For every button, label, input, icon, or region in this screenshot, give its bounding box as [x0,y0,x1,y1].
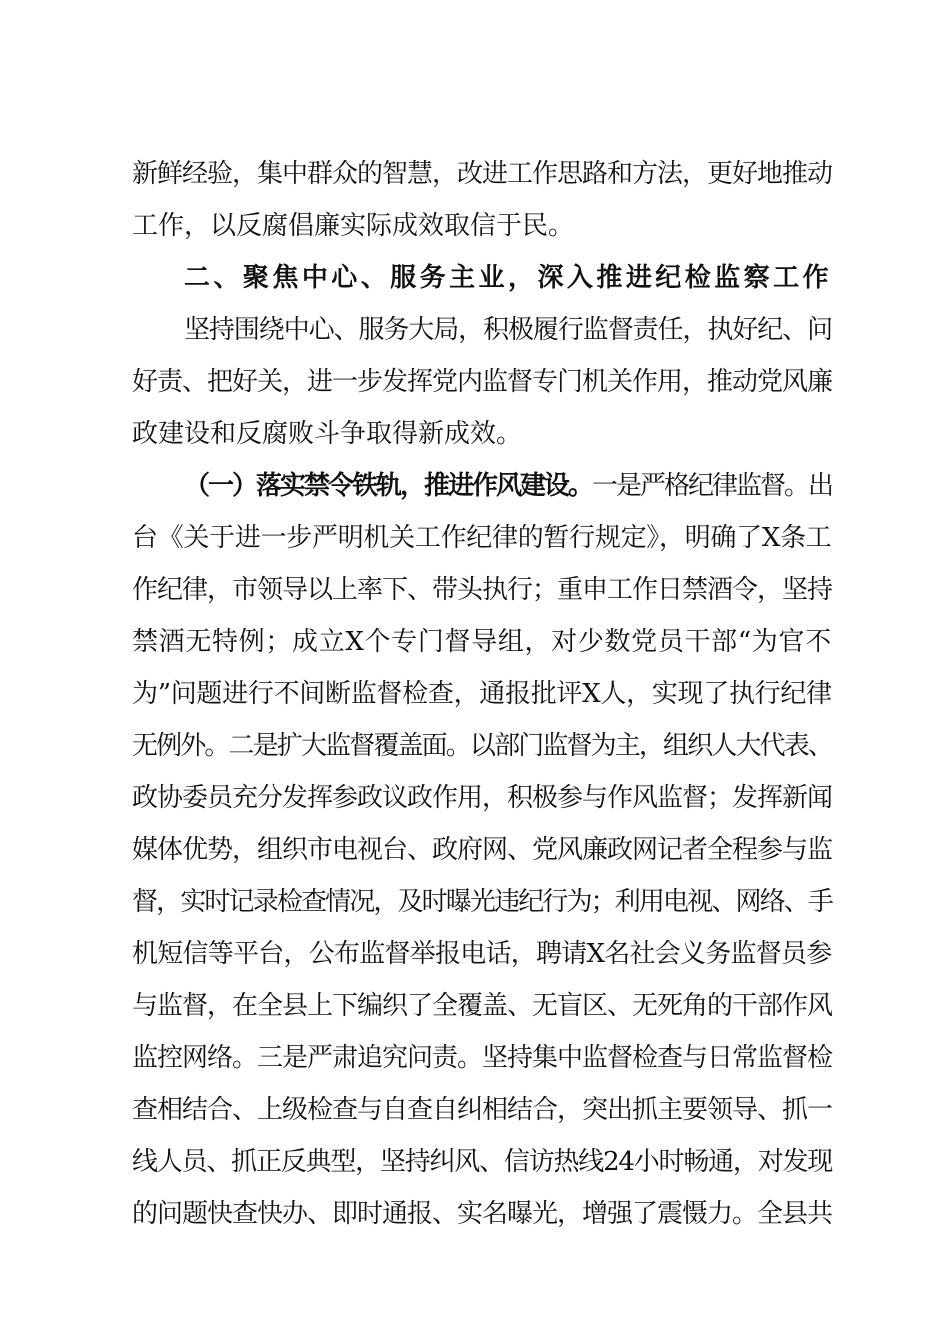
text-line: 台《关于进一步严明机关工作纪律的暂行规定》，明确了X条工 [132,523,832,553]
text-line [132,460,832,512]
text-run: 一是严格纪律监督。出 [592,471,833,501]
text-line: 好责、把好关，进一步发挥党内监督专门机关作用，推动党风廉 [132,367,833,397]
text-line: 线人员、抓正反典型，坚持纠风、信访热线24小时畅通，对发现 [132,1147,833,1177]
text-line: 的问题快查快办、即时通报、实名曝光，增强了震慑力。全县共 [132,1199,833,1229]
text-line: 督，实时记录检查情况，及时曝光违纪行为；利用电视、网络、手 [132,887,833,917]
text-line: 媒体优势，组织市电视台、政府网、党风廉政网记者全程参与监 [132,835,833,865]
text-line: 政建设和反腐败斗争取得新成效。 [132,419,523,449]
text-line: 作纪律，市领导以上率下、带头执行；重申工作日禁酒令，坚持 [132,575,833,605]
text-line: 查相结合、上级检查与自查自纠相结合，突出抓主要领导、抓一 [132,1095,833,1125]
text-line: 与监督，在全县上下编织了全覆盖、无盲区、无死角的干部作风 [132,991,833,1021]
text-line: 无例外。二是扩大监督覆盖面。以部门监督为主，组织人大代表、 [132,731,833,761]
text-line: 坚持围绕中心、服务大局，积极履行监督责任，执好纪、问 [184,315,832,345]
section-heading: 二、聚焦中心、服务主业，深入推进纪检监察工作 [184,263,833,293]
text-line: 监控网络。三是严肃追究问责。坚持集中监督检查与日常监督检 [132,1043,833,1073]
text-line: 机短信等平台，公布监督举报电话，聘请X名社会义务监督员参 [132,939,832,969]
text-line: 禁酒无特例；成立X个专门督导组，对少数党员干部“为官不 [132,627,832,657]
document-body [132,148,832,1240]
text-line: 新鲜经验，集中群众的智慧，改进工作思路和方法，更好地推动 [132,159,833,189]
text-line: 为”问题进行不间断监督检查，通报批评X人，实现了执行纪律 [132,679,832,709]
subsection-heading: （一）落实禁令铁轨，推进作风建设。 [184,471,593,501]
text-line: 工作，以反腐倡廉实际成效取信于民。 [132,211,575,241]
text-line: 政协委员充分发挥参政议政作用，积极参与作风监督；发挥新闻 [132,783,833,813]
